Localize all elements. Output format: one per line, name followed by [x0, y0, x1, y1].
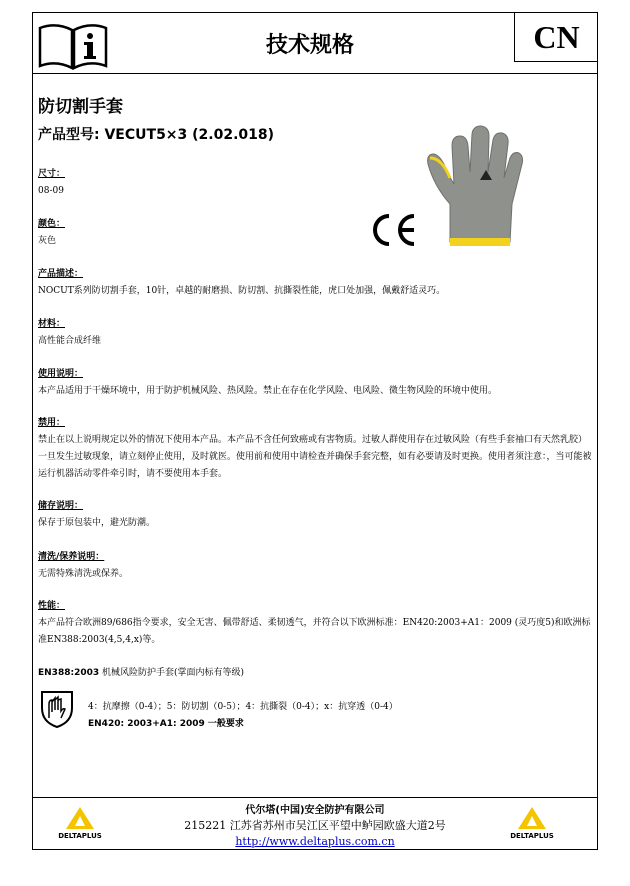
info-manual-icon [38, 20, 108, 72]
section-prohibition [38, 415, 594, 483]
deltaplus-logo-right [492, 806, 572, 840]
en388-scores: 4：抗摩擦（0-4）；5：防切割（0-5）；4：抗撕裂（0-4）；x：抗穿透（0-4） [88, 702, 398, 712]
website-link[interactable]: http://www.deltaplus.com.cn [235, 835, 395, 848]
standard-title [38, 665, 244, 678]
standard-desc: 机械风险防护手套(掌面内标有等级) [102, 668, 245, 678]
size-heading: 尺寸： [38, 169, 66, 179]
section-storage [38, 498, 594, 532]
section-usage [38, 366, 594, 400]
mechanical-risk-shield-icon [40, 690, 74, 728]
cleaning-text: 无需特殊清洗或保养。 [38, 569, 129, 579]
deltaplus-triangle-icon [517, 806, 547, 830]
cleaning-heading: 清洗/保养说明： [38, 552, 105, 562]
footer-divider [32, 797, 598, 798]
language-code: CN [514, 12, 598, 62]
deltaplus-logo-left [40, 806, 120, 840]
deltaplus-triangle-icon [65, 806, 95, 830]
performance-heading: 性能： [38, 601, 66, 611]
section-color [38, 216, 594, 250]
material-heading: 材料： [38, 319, 66, 329]
section-size [38, 166, 594, 200]
prohibition-heading: 禁用： [38, 418, 66, 428]
company-address: 215221 江苏省苏州市吴江区平望中鲈园欧盛大道2号 [184, 819, 446, 832]
section-cleaning [38, 549, 594, 583]
logo-text: DELTAPLUS [58, 832, 102, 840]
description-text: NOCUT系列防切割手套，10针，卓越的耐磨损、防切割、抗撕裂性能，虎口处加强，佩戴舒适灵巧。 [38, 286, 446, 296]
color-value: 灰色 [38, 236, 57, 246]
section-description [38, 266, 594, 300]
company-name: 代尔塔(中国)安全防护有限公司 [245, 805, 385, 816]
section-material [38, 316, 594, 350]
usage-heading: 使用说明： [38, 369, 84, 379]
performance-text: 本产品符合欧洲89/686指令要求，安全无害、佩带舒适、柔韧透气，并符合以下欧洲标准：EN420:2003+A1：2009 (灵巧度5)和欧洲标准EN388:2003(4,5,4,x)等。 [38, 618, 591, 645]
en420-requirement: EN420: 2003+A1: 2009 一般要求 [88, 719, 244, 729]
section-performance [38, 598, 594, 649]
page-title: 技术规格 [265, 33, 354, 58]
color-heading: 颜色： [38, 219, 66, 229]
standard-code: EN388:2003 [38, 668, 100, 678]
storage-text: 保存于原包装中，避光防潮。 [38, 518, 156, 528]
material-text: 高性能合成纤维 [38, 336, 102, 346]
prohibition-text: 禁止在以上说明规定以外的情况下使用本产品。本产品不含任何致癌或有害物质。过敏人群使用存在过敏风险（有些手套袖口有天然乳胶）一旦发生过敏现象，请立刻停止使用，及时就医。使用前和使用中请检查并确保手套完整，如有必要请及时更换。使用者须注意：，当可能被运行机器活动零件牵引时，请不要使用本手套。 [38, 435, 592, 479]
logo-text: DELTAPLUS [510, 832, 554, 840]
storage-heading: 储存说明： [38, 501, 84, 511]
size-value: 08-09 [38, 186, 64, 196]
description-heading: 产品描述： [38, 269, 84, 279]
usage-text: 本产品适用于干燥环境中，用于防护机械风险、热风险。禁止在存在化学风险、电风险、微生物风险的环境中使用。 [38, 386, 498, 396]
product-name: 防切割手套 [38, 97, 123, 117]
product-model: 产品型号: VECUT5×3 (2.02.018) [38, 127, 275, 143]
